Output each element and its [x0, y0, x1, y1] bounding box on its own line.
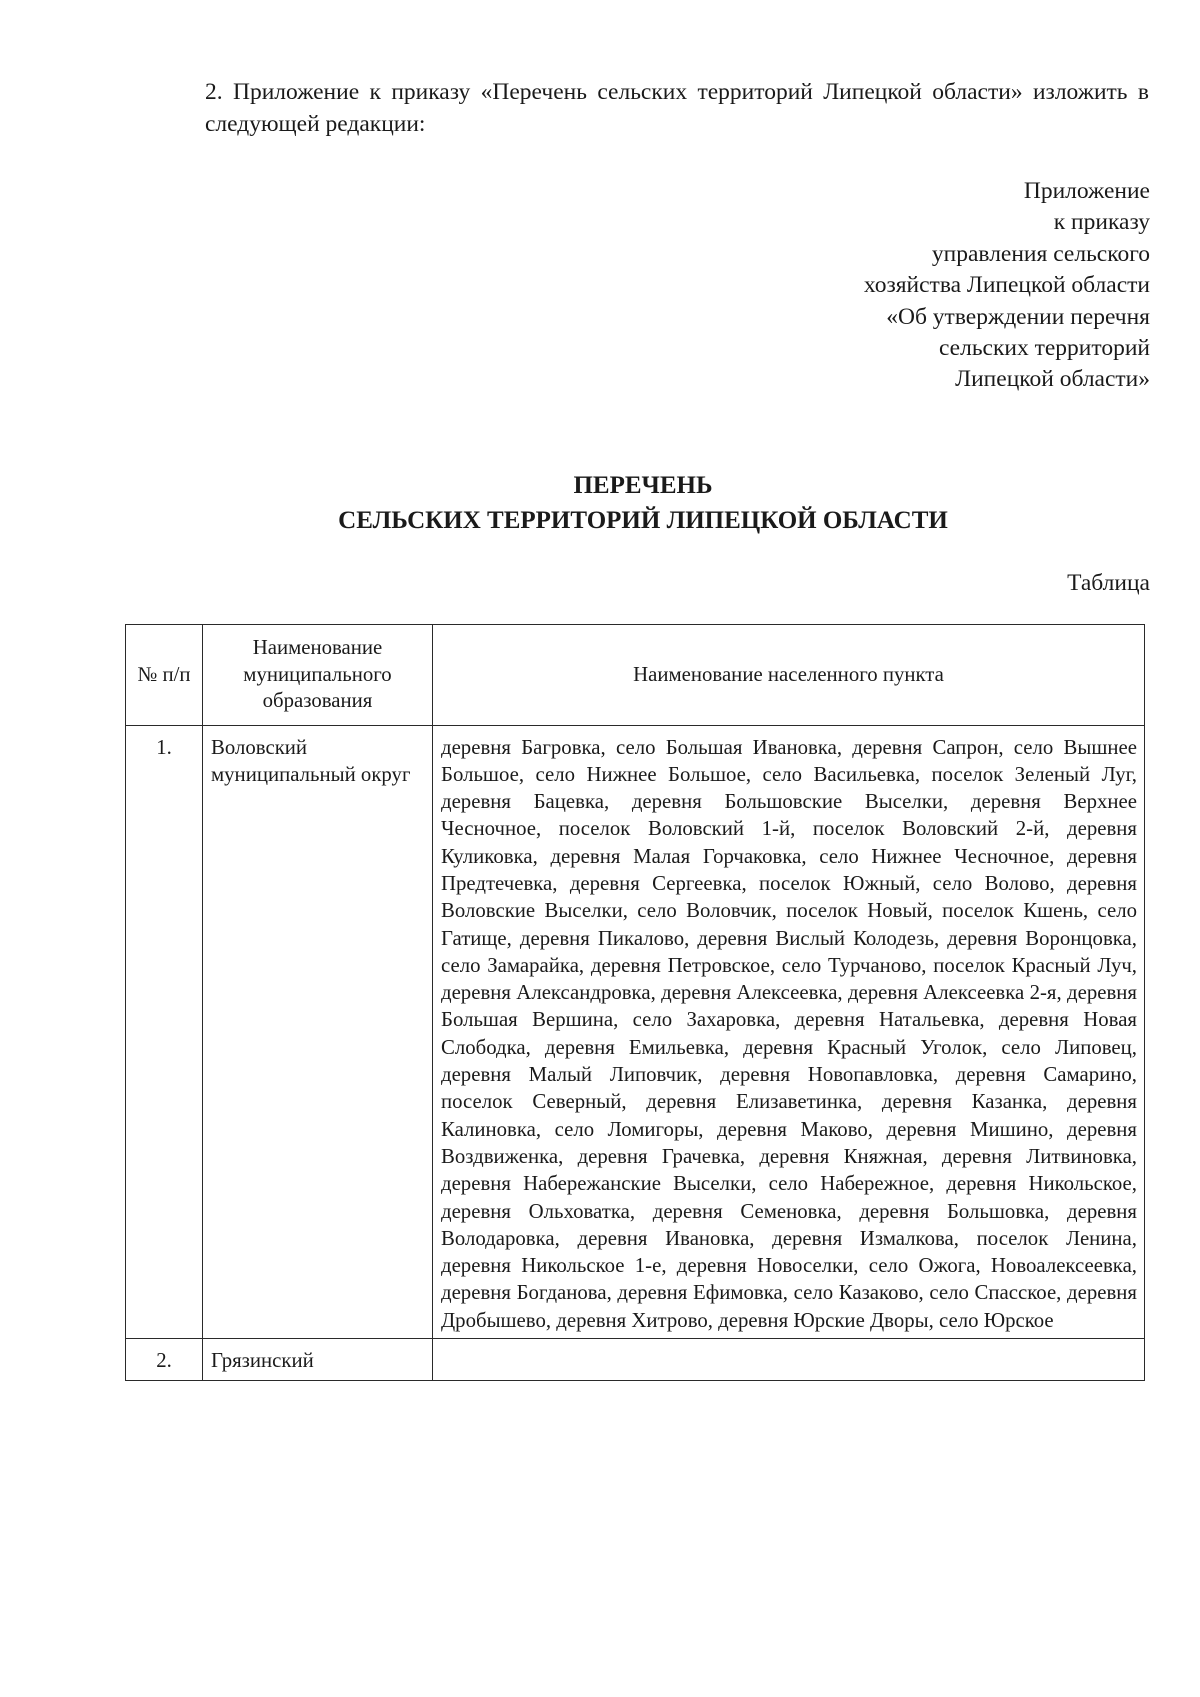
- table-row: [126, 1339, 1145, 1381]
- appendix-line: «Об утверждении перечня: [886, 303, 1150, 330]
- row-settlements: [433, 1339, 1145, 1381]
- row-number: 2.: [126, 1339, 203, 1381]
- appendix-line: управления сельского: [931, 240, 1150, 267]
- table-caption: Таблица: [1067, 570, 1150, 596]
- appendix-line: к приказу: [1053, 209, 1150, 236]
- document-title-line1: ПЕРЕЧЕНЬ: [573, 472, 713, 499]
- table-header-row: [126, 625, 1145, 726]
- row-settlements: деревня Багровка, село Большая Ивановка, деревня Сапрон, село Вышнее Большое, село Нижнее Большое, село Васильевка, поселок Зеленый Луг, деревня Бацевка, деревня Большовские Выселки, деревня Верхнее Чесночное, поселок Воловский 1-й, поселок Воловский 2-й, деревня Куликовка, деревня Малая Горчаковка, село Нижнее Чесночное, деревня Предтечевка, деревня Сергеевка, поселок Южный, село Волово, деревня Воловские Выселки, село Воловчик, поселок Новый, поселок Кшень, село Гатище, деревня Пикалово, деревня Вислый Колодезь, деревня Воронцовка, село Замарайка, деревня Петровское, село Турчаново, поселок Красный Луч, деревня Александровка, деревня Алексеевка, деревня Алексеевка 2-я, деревня Большая Вершина, село Захаровка, деревня Натальевка, деревня Новая Слободка, деревня Емильевка, деревня Красный Уголок, село Липовец, деревня Малый Липовчик, деревня Новопавловка, деревня Самарино, поселок Северный, деревня Елизаветинка, деревня Казанка, деревня Калиновка, село Ломигоры, деревня Маково, деревня Мишино, деревня Воздвиженка, деревня Грачевка, деревня Княжная, деревня Литвиновка, деревня Набережанские Выселки, село Набережное, деревня Никольское, деревня Ольховатка, деревня Семеновка, деревня Большовка, деревня Володаровка, деревня Ивановка, деревня Измалкова, поселок Ленина, деревня Никольское 1-е, деревня Новоселки, село Ожога, Новоалексеевка, деревня Богданова, деревня Ефимовка, село Казаково, село Спасское, деревня Дробышево, деревня Хитрово, деревня Юрские Дворы, село Юрское: [433, 725, 1145, 1339]
- row-municipality: Грязинский: [203, 1339, 433, 1381]
- document-title-line2: СЕЛЬСКИХ ТЕРРИТОРИЙ ЛИПЕЦКОЙ ОБЛАСТИ: [338, 507, 948, 534]
- territories-table: [125, 624, 1145, 1381]
- table-row: [126, 725, 1145, 1339]
- header-municipality: Наименование муниципального образования: [203, 625, 433, 726]
- document-title: [137, 468, 1149, 538]
- header-settlement: Наименование населенного пункта: [433, 625, 1145, 726]
- header-number: № п/п: [126, 625, 203, 726]
- appendix-line: Приложение: [1023, 178, 1150, 204]
- appendix-block: [730, 176, 1150, 396]
- intro-text: 2. Приложение к приказу «Перечень сельских территорий Липецкой области» изложить в следующей редакции:: [205, 79, 1149, 137]
- appendix-line: сельских территорий: [938, 335, 1150, 362]
- row-number: 1.: [126, 725, 203, 1339]
- row-municipality: Воловский муниципальный округ: [203, 725, 433, 1339]
- appendix-line: Липецкой области»: [955, 366, 1150, 393]
- intro-paragraph: [137, 76, 1149, 140]
- appendix-line: хозяйства Липецкой области: [863, 272, 1150, 299]
